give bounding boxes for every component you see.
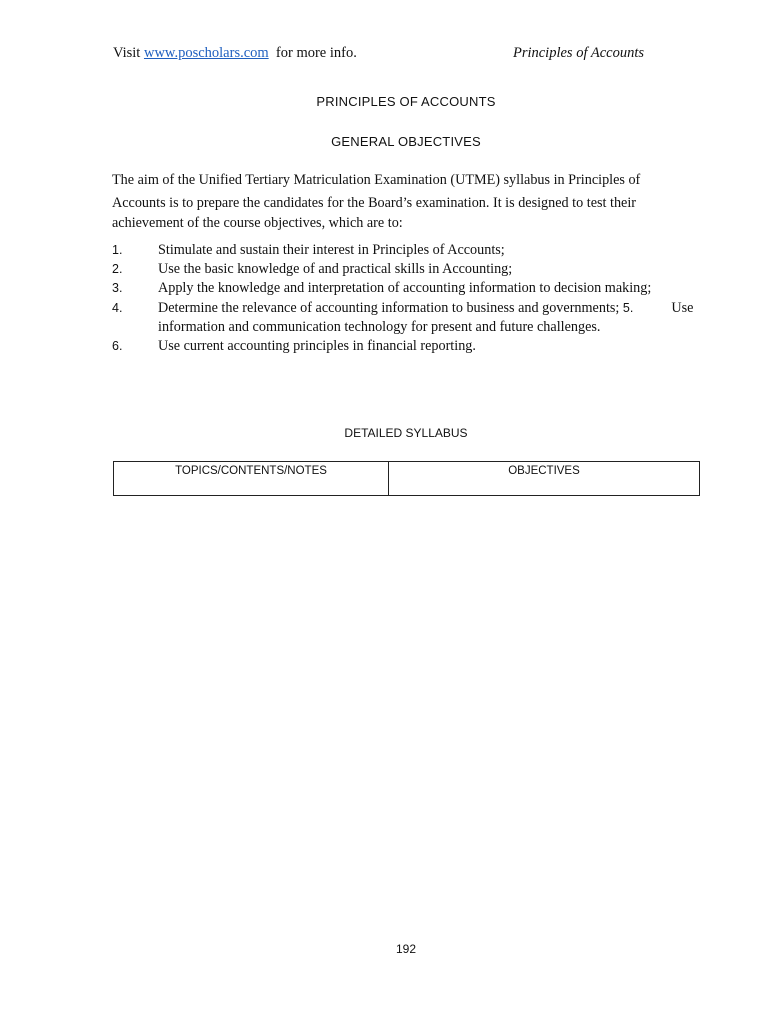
list-number: 3. [112, 281, 123, 296]
objectives-list [112, 241, 702, 356]
intro-paragraph [112, 170, 702, 233]
table-header-row [114, 462, 700, 496]
page-header-left [113, 45, 357, 62]
list-item [112, 241, 702, 260]
list-item [112, 279, 702, 298]
list-number-inline: 5. [622, 300, 634, 315]
intro-line-1: The aim of the Unified Tertiary Matriculation Examination (UTME) syllabus in Principles of [112, 172, 641, 188]
list-number: 1. [112, 243, 123, 257]
list-item [112, 337, 702, 356]
column-header-topics: TOPICS/CONTENTS/NOTES [114, 462, 389, 496]
list-number: 4. [112, 300, 123, 315]
page-number: 192 [395, 942, 417, 956]
list-text: Determine the relevance of accounting information to business and governments; [158, 299, 623, 316]
list-item [112, 260, 702, 279]
list-number: 2. [112, 262, 123, 277]
list-item [112, 299, 702, 337]
document-subtitle: GENERAL OBJECTIVES [331, 134, 481, 149]
visit-suffix: for more info. [268, 45, 357, 61]
list-number: 6. [112, 339, 123, 354]
list-text: Use current accounting principles in financial reporting. [158, 338, 476, 355]
document-title: PRINCIPLES OF ACCOUNTS [316, 94, 496, 109]
syllabus-table [113, 461, 700, 496]
list-text: Stimulate and sustain their interest in Principles of Accounts; [158, 242, 505, 258]
visit-prefix: Visit [113, 45, 144, 61]
website-link[interactable]: www.poscholars.com [143, 45, 269, 61]
list-text-continued: Use information and communication technology for present and future challenges. [158, 299, 694, 335]
list-text-wrapped [158, 299, 702, 337]
list-text: Apply the knowledge and interpretation of accounting information to decision making; [158, 280, 652, 297]
detailed-syllabus-heading: DETAILED SYLLABUS [344, 426, 468, 440]
running-title: Principles of Accounts [512, 45, 644, 61]
list-text: Use the basic knowledge of and practical skills in Accounting; [158, 261, 513, 278]
intro-line-2: Accounts is to prepare the candidates for the Board’s examination. It is designed to test their achievement of the course objectives, which are to: [112, 195, 637, 231]
column-header-objectives: OBJECTIVES [389, 462, 700, 496]
